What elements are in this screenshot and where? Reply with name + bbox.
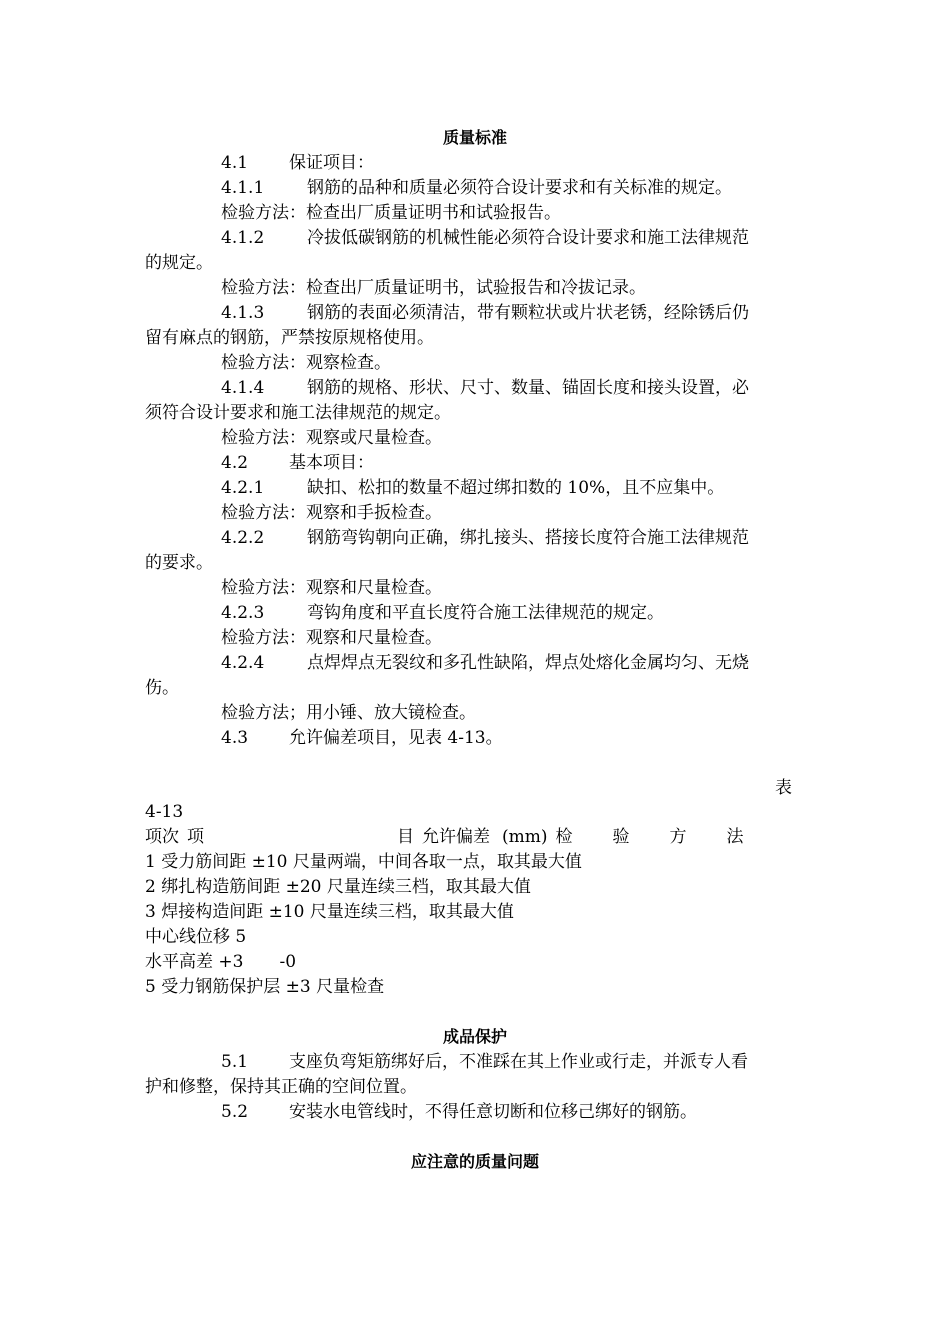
clause-4-2-3: 4.2.3 弯钩角度和平直长度符合施工法律规范的规定。 (221, 603, 664, 623)
clause-4-2-2-cont: 的要求。 (145, 553, 213, 573)
quality-standard-title: 质量标准 (442, 128, 507, 147)
check-4-1-3: 检验方法：观察检查。 (221, 353, 391, 373)
clause-4-1-1: 4.1.1 钢筋的品种和质量必须符合设计要求和有关标准的规定。 (221, 178, 732, 198)
table-caption-a: 表 (775, 778, 792, 798)
clause-4-1-3: 4.1.3 钢筋的表面必须清洁，带有颗粒状或片状老锈，经除锈后仍 (221, 303, 749, 323)
clause-4-1-3-cont: 留有麻点的钢筋，严禁按原规格使用。 (145, 328, 434, 348)
table-row: 中心线位移 5 (145, 927, 247, 947)
table-row: 3 焊接构造间距 ±10 尺量连续三档，取其最大值 (145, 902, 514, 922)
clause-4-1-4-cont: 须符合设计要求和施工法律规范的规定。 (145, 403, 451, 423)
table-header: 项次 项 目 允许偏差 (mm) 检 验 方 法 (145, 827, 744, 847)
clause-4-2-4-cont: 伤。 (145, 678, 179, 698)
quality-issues-title: 应注意的质量问题 (410, 1152, 539, 1171)
clause-4-2-4: 4.2.4 点焊焊点无裂纹和多孔性缺陷，焊点处熔化金属均匀、无烧 (221, 653, 749, 673)
check-4-1-2: 检验方法：检查出厂质量证明书，试验报告和冷拔记录。 (221, 278, 646, 298)
clause-4-2-1: 4.2.1 缺扣、松扣的数量不超过绑扣数的 10%，且不应集中。 (221, 478, 725, 498)
clause-4-1-4: 4.1.4 钢筋的规格、形状、尺寸、数量、锚固长度和接头设置，必 (221, 378, 749, 398)
clause-5-1-cont: 护和修整，保持其正确的空间位置。 (145, 1077, 417, 1097)
clause-4-1-2-cont: 的规定。 (145, 253, 213, 273)
check-4-2-2: 检验方法：观察和尺量检查。 (221, 578, 442, 598)
clause-4-1: 4.1 保证项目： (221, 153, 374, 173)
table-row: 1 受力筋间距 ±10 尺量两端，中间各取一点，取其最大值 (145, 852, 582, 872)
table-row: 2 绑扎构造筋间距 ±20 尺量连续三档，取其最大值 (145, 877, 531, 897)
check-4-2-4: 检验方法；用小锤、放大镜检查。 (221, 703, 476, 723)
clause-4-2: 4.2 基本项目： (221, 453, 374, 473)
table-row: 5 受力钢筋保护层 ±3 尺量检查 (145, 977, 385, 997)
check-4-2-3: 检验方法：观察和尺量检查。 (221, 628, 442, 648)
clause-4-3: 4.3 允许偏差项目，见表 4-13。 (221, 728, 503, 748)
check-4-1-4: 检验方法：观察或尺量检查。 (221, 428, 442, 448)
clause-4-2-2: 4.2.2 钢筋弯钩朝向正确，绑扎接头、搭接长度符合施工法律规范 (221, 528, 749, 548)
clause-4-1-2: 4.1.2 冷拔低碳钢筋的机械性能必须符合设计要求和施工法律规范 (221, 228, 749, 248)
finished-protection-title: 成品保护 (442, 1027, 507, 1046)
clause-5-1: 5.1 支座负弯矩筋绑好后，不准踩在其上作业或行走，并派专人看 (221, 1052, 748, 1072)
check-4-2-1: 检验方法：观察和手扳检查。 (221, 503, 442, 523)
table-row: 水平高差 +3 -0 (145, 952, 297, 972)
check-4-1-1: 检验方法：检查出厂质量证明书和试验报告。 (221, 203, 561, 223)
clause-5-2: 5.2 安装水电管线时，不得任意切断和位移己绑好的钢筋。 (221, 1102, 697, 1122)
table-caption-b: 4-13 (145, 802, 184, 822)
